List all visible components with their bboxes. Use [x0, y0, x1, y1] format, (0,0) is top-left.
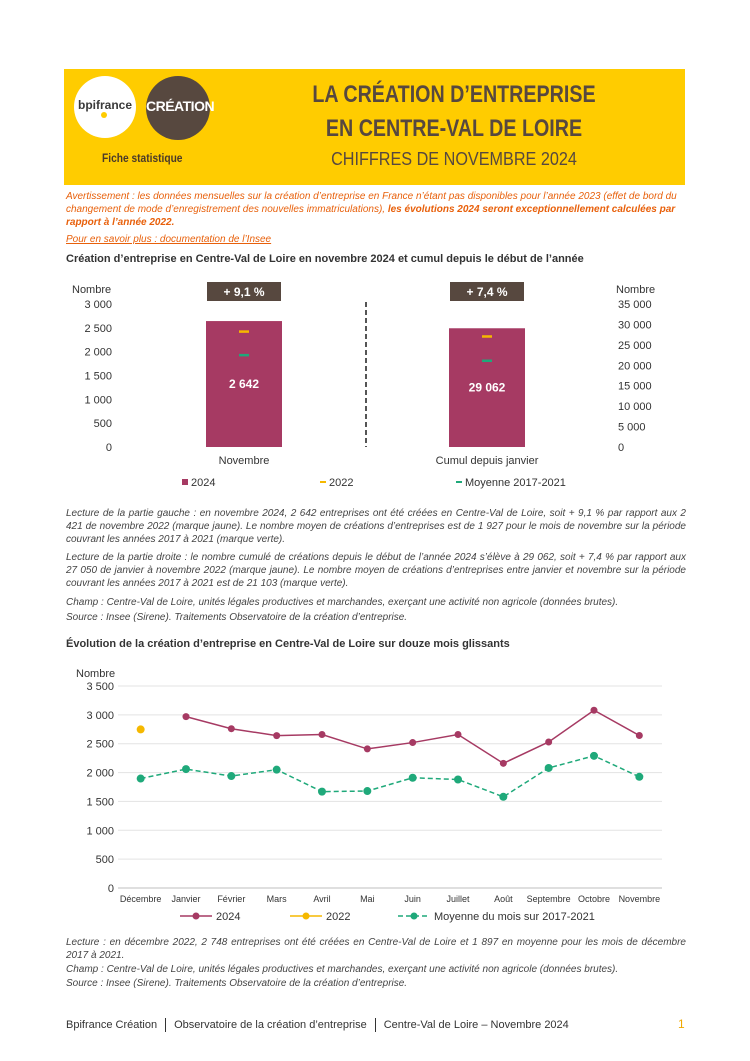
legend-label: Moyenne du mois sur 2017-2021: [434, 911, 595, 923]
evolution-label: + 9,1 %: [223, 285, 265, 299]
chart2-source: Source : Insee (Sirene). Traitements Observatoire de la création d’entreprise.: [66, 978, 408, 989]
chart2-title: Évolution de la création d’entreprise en Centre-Val de Loire sur douze mois glissants: [66, 638, 510, 650]
x-tick-label: Décembre: [119, 894, 162, 904]
data-point: [137, 725, 145, 733]
data-point: [182, 765, 190, 773]
left-axis-label: Nombre: [72, 284, 112, 296]
data-point: [137, 775, 145, 783]
page-title-line1: LA CRÉATION D’ENTREPRISE: [312, 81, 596, 108]
left-tick-label: 2 500: [84, 322, 112, 335]
data-point: [273, 732, 280, 739]
x-tick-label: Août: [494, 894, 513, 904]
page-number: 1: [678, 1017, 685, 1031]
chart2-line-chart: [60, 662, 680, 930]
legend-swatch-2024: [182, 479, 188, 485]
x-tick-label: Avril: [313, 894, 331, 904]
page-title-line2: EN CENTRE-VAL DE LOIRE: [325, 115, 583, 142]
left-tick-label: 2 000: [84, 346, 112, 359]
y-tick-label: 1 000: [86, 825, 114, 838]
evolution-label: + 7,4 %: [466, 285, 508, 299]
y-tick-label: 1 500: [86, 796, 114, 809]
data-point: [273, 766, 281, 774]
chart2-reading: Lecture : en décembre 2022, 2 748 entreprises ont été créées en Centre-Val de Loire et 1 897 en moyenne pour les mois de décembre 2017 à 2021.: [66, 937, 686, 961]
data-point: [635, 773, 643, 781]
creation-logo: [146, 76, 215, 140]
chart2-champ: Champ : Centre-Val de Loire, unités légales productives et marchandes, exerçant une activité non agricole (données brutes).: [66, 964, 619, 975]
data-point: [454, 775, 462, 783]
chart1-champ: Champ : Centre-Val de Loire, unités légales productives et marchandes, exerçant une activité non agricole (données brutes).: [66, 597, 619, 608]
right-axis-label: Nombre: [616, 284, 656, 296]
data-point: [318, 788, 326, 796]
y-tick-label: 3 000: [86, 709, 114, 722]
right-tick-label: 10 000: [618, 401, 652, 414]
x-tick-label: Février: [217, 894, 246, 904]
data-point: [545, 738, 552, 745]
y-tick-label: 500: [95, 854, 114, 867]
chart1-reading-right: Lecture de la partie droite : le nombre cumulé de créations depuis le début de l’année 2024 s’élève à 29 062, soit + 7,4 % par rapport aux 27 050 de janvier à novembre 2022 (marque jaune). Le nombre moyen de créations d’entreprises entre janvier et novembre sur la période couvrant les années 2017 à 2021 est de 21 103 (marque verte).: [66, 552, 686, 589]
chart1-title: Création d’entreprise en Centre-Val de Loire en novembre 2024 et cumul depuis le début de l’année: [66, 253, 584, 265]
header-banner: [64, 69, 685, 185]
warning-bold: les évolutions 2024 seront exceptionnellement calculées par rapport à l’année 2022.: [66, 204, 676, 228]
data-point: [455, 731, 462, 738]
y-axis-label: Nombre: [76, 668, 116, 680]
data-point: [319, 731, 326, 738]
data-point: [500, 760, 507, 767]
footer-brand: Bpifrance Création: [66, 1018, 158, 1031]
logo-dot-icon: [101, 112, 107, 118]
bar-value-label: 2 642: [228, 377, 260, 392]
legend-marker: [303, 913, 310, 920]
footer-region-date: Centre-Val de Loire – Novembre 2024: [383, 1018, 569, 1031]
data-point: [499, 793, 507, 801]
page-subtitle: CHIFFRES DE NOVEMBRE 2024: [331, 149, 577, 169]
legend-label: 2022: [329, 477, 354, 489]
data-point: [591, 707, 598, 714]
left-tick-label: 1 500: [84, 370, 112, 383]
legend-marker: [411, 913, 418, 920]
category-label: Novembre: [218, 455, 270, 467]
legend-marker: [193, 913, 200, 920]
data-point: [545, 764, 553, 772]
documentation-link[interactable]: Pour en savoir plus : documentation de l’Insee: [66, 234, 272, 245]
right-tick-label: 15 000: [618, 380, 652, 393]
x-tick-label: Juin: [404, 894, 421, 904]
bpifrance-logo-text: bpifrance: [77, 98, 132, 112]
chart1-bar-chart: [60, 275, 680, 500]
footer: [66, 1018, 569, 1032]
bpifrance-logo: [74, 76, 136, 138]
footer-separator: [165, 1018, 166, 1032]
y-tick-label: 2 500: [86, 738, 114, 751]
y-tick-label: 2 000: [86, 767, 114, 780]
chart1-source: Source : Insee (Sirene). Traitements Observatoire de la création d’entreprise.: [66, 612, 408, 623]
right-tick-label: 0: [618, 442, 625, 454]
x-tick-label: Septembre: [526, 894, 571, 904]
x-tick-label: Mai: [360, 894, 375, 904]
right-tick-label: 35 000: [618, 299, 652, 311]
data-point: [183, 713, 190, 720]
bar-value-label: 29 062: [468, 380, 506, 395]
right-tick-label: 5 000: [618, 421, 646, 434]
data-point: [590, 752, 598, 760]
left-tick-label: 0: [105, 442, 112, 454]
footer-observatory: Observatoire de la création d’entreprise: [174, 1018, 367, 1031]
chart1-reading-left: Lecture de la partie gauche : en novembre 2024, 2 642 entreprises ont été créées en Centre-Val de Loire, soit + 9,1 % par rapport aux 2 421 de novembre 2022 (marque jaune). Le nombre moyen de créations d’entreprises est de 1 927 pour le mois de novembre sur la période couvrant les années 2017 à 2021 (marque verte).: [66, 508, 686, 545]
right-tick-label: 20 000: [618, 360, 652, 373]
legend-label: 2022: [326, 911, 351, 923]
x-tick-label: Juillet: [446, 894, 470, 904]
left-tick-label: 500: [93, 418, 112, 431]
x-tick-label: Novembre: [618, 894, 661, 904]
data-point: [363, 787, 371, 795]
y-tick-label: 0: [107, 883, 114, 895]
legend-label: 2024: [191, 477, 216, 489]
data-point: [636, 732, 643, 739]
series-line: [141, 756, 640, 797]
fiche-label: Fiche statistique: [102, 151, 183, 165]
category-label: Cumul depuis janvier: [435, 455, 539, 467]
warning-plain: Avertissement : les données mensuelles sur la création d’entreprise en France n’étant pas disponibles pour l’année 2023 (effet de bord du changement de mode d’enregistrement des nouvelles immatriculations),: [66, 191, 677, 215]
left-tick-label: 3 000: [84, 299, 112, 311]
footer-separator: [375, 1018, 376, 1032]
x-tick-label: Mars: [266, 894, 287, 904]
data-point: [364, 745, 371, 752]
y-tick-label: 3 500: [86, 681, 114, 693]
series-line: [186, 710, 639, 763]
warning-text: [66, 190, 686, 229]
left-tick-label: 1 000: [84, 394, 112, 407]
legend-label: 2024: [216, 911, 241, 923]
data-point: [227, 772, 235, 780]
data-point: [228, 725, 235, 732]
data-point: [409, 774, 417, 782]
right-tick-label: 30 000: [618, 319, 652, 332]
x-tick-label: Janvier: [171, 894, 201, 904]
creation-logo-text: CRÉATION: [146, 98, 215, 114]
x-tick-label: Octobre: [577, 894, 611, 904]
right-tick-label: 25 000: [618, 339, 652, 352]
data-point: [409, 739, 416, 746]
legend-label: Moyenne 2017-2021: [465, 477, 566, 489]
